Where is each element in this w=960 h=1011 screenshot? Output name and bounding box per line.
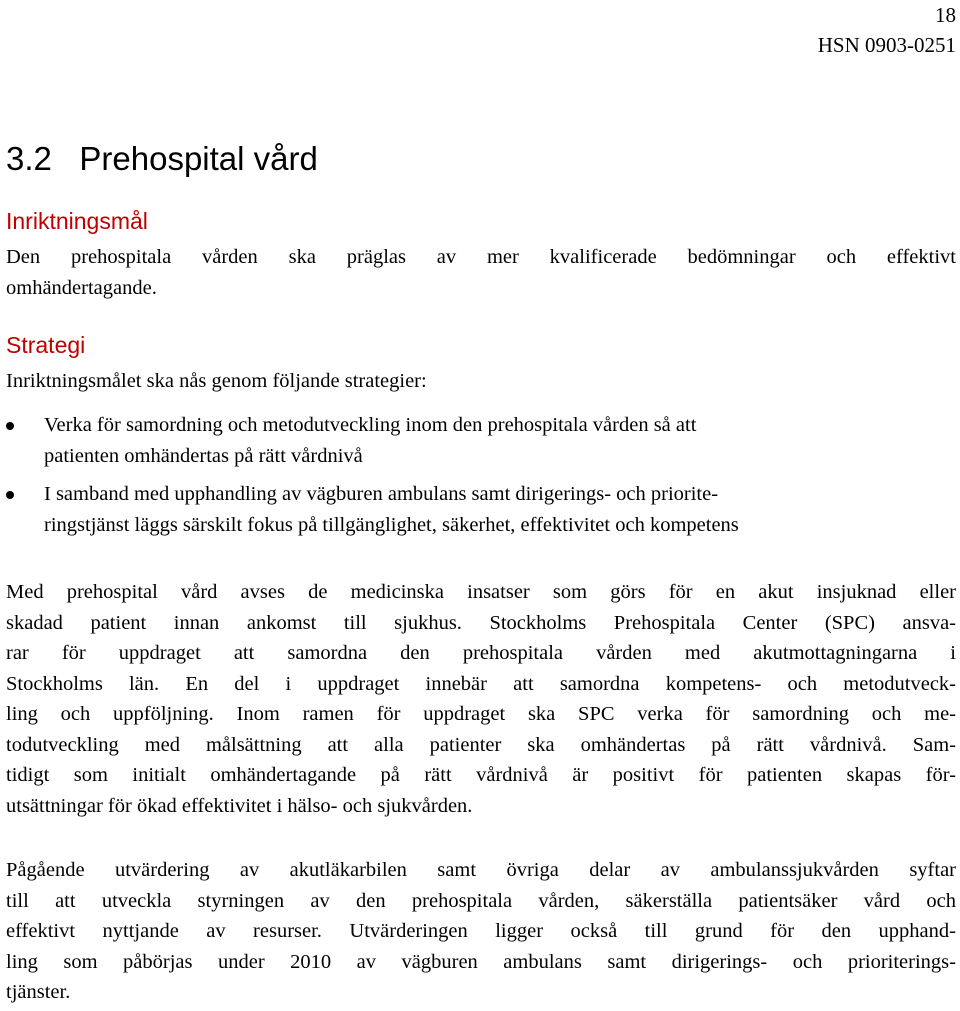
strategy-intro [6,366,956,397]
paragraph-line: effektivt nyttjande av resurser. Utvärderingen ligger också till grund för den upphand- [6,920,956,942]
paragraph-line: ling och uppföljning. Inom ramen för uppdraget ska SPC verka för samordning och me- [6,703,956,725]
page-header [818,0,956,60]
strategy-heading: Strategi [6,332,86,358]
paragraph-line: tidigt som initialt omhändertagande på rätt vårdnivå är positivt för patienten skapas för- [6,764,956,786]
page-number: 18 [935,3,956,27]
bullet-dot-icon [6,422,14,430]
paragraph-line: tjänster. [6,981,71,1003]
bullet-text [44,410,960,471]
paragraph-line: todutveckling med målsättning att alla patienter ska omhändertas på rätt vårdnivå. Sam- [6,733,956,756]
paragraph-line: utsättningar för ökad effektivitet i hälso- och sjukvården. [6,794,473,817]
paragraph-line: rar för uppdraget att samordna den prehospitala vården med akutmottagningarna i [6,642,956,664]
bullet-line: I samband med upphandling av vägburen ambulans samt dirigerings- och priorite- [44,483,719,505]
goal-heading: Inriktningsmål [6,208,148,234]
goal-paragraph [6,242,956,303]
bullet-line: Verka för samordning och metodutveckling inom den prehospitala vården så att [44,414,697,436]
paragraph-line: Med prehospital vård avses de medicinska insatser som görs för en akut insjuknad eller [6,581,956,603]
strategy-bullet-item [0,479,960,540]
paragraph-line: till att utveckla styrningen av den prehospitala vården, säkerställa patientsäker vård och [6,889,956,912]
strategy-bullet-item [0,410,960,471]
bullet-line: ringstjänst läggs särskilt fokus på tillgänglighet, säkerhet, effektivitet och kompetens [44,513,739,536]
body-paragraph-2 [6,855,956,1008]
bullet-line: patienten omhändertas på rätt vårdnivå [44,444,363,467]
paragraph-line: Stockholms län. En del i uppdraget innebär att samordna kompetens- och metodutveck- [6,672,956,695]
paragraph-line: skadad patient innan ankomst till sjukhus. Stockholms Prehospitala Center (SPC) ansva- [6,611,956,634]
strategy-bullet-list [0,410,960,548]
bullet-text [44,479,960,540]
section-title: 3.2 Prehospital vård [6,140,318,177]
body-paragraph-1 [6,577,956,821]
paragraph-line: Pågående utvärdering av akutläkarbilen samt övriga delar av ambulanssjukvården syftar [6,859,956,881]
issn-label: HSN 0903-0251 [817,33,956,57]
bullet-dot-icon [6,491,14,499]
paragraph-line: ling som påbörjas under 2010 av vägburen ambulans samt dirigerings- och prioriterings- [6,950,956,973]
goal-line: omhändertagande. [6,276,157,299]
strategy-intro-line: Inriktningsmålet ska nås genom följande strategier: [6,370,427,392]
goal-line: Den prehospitala vården ska präglas av mer kvalificerade bedömningar och effektivt [6,246,956,268]
